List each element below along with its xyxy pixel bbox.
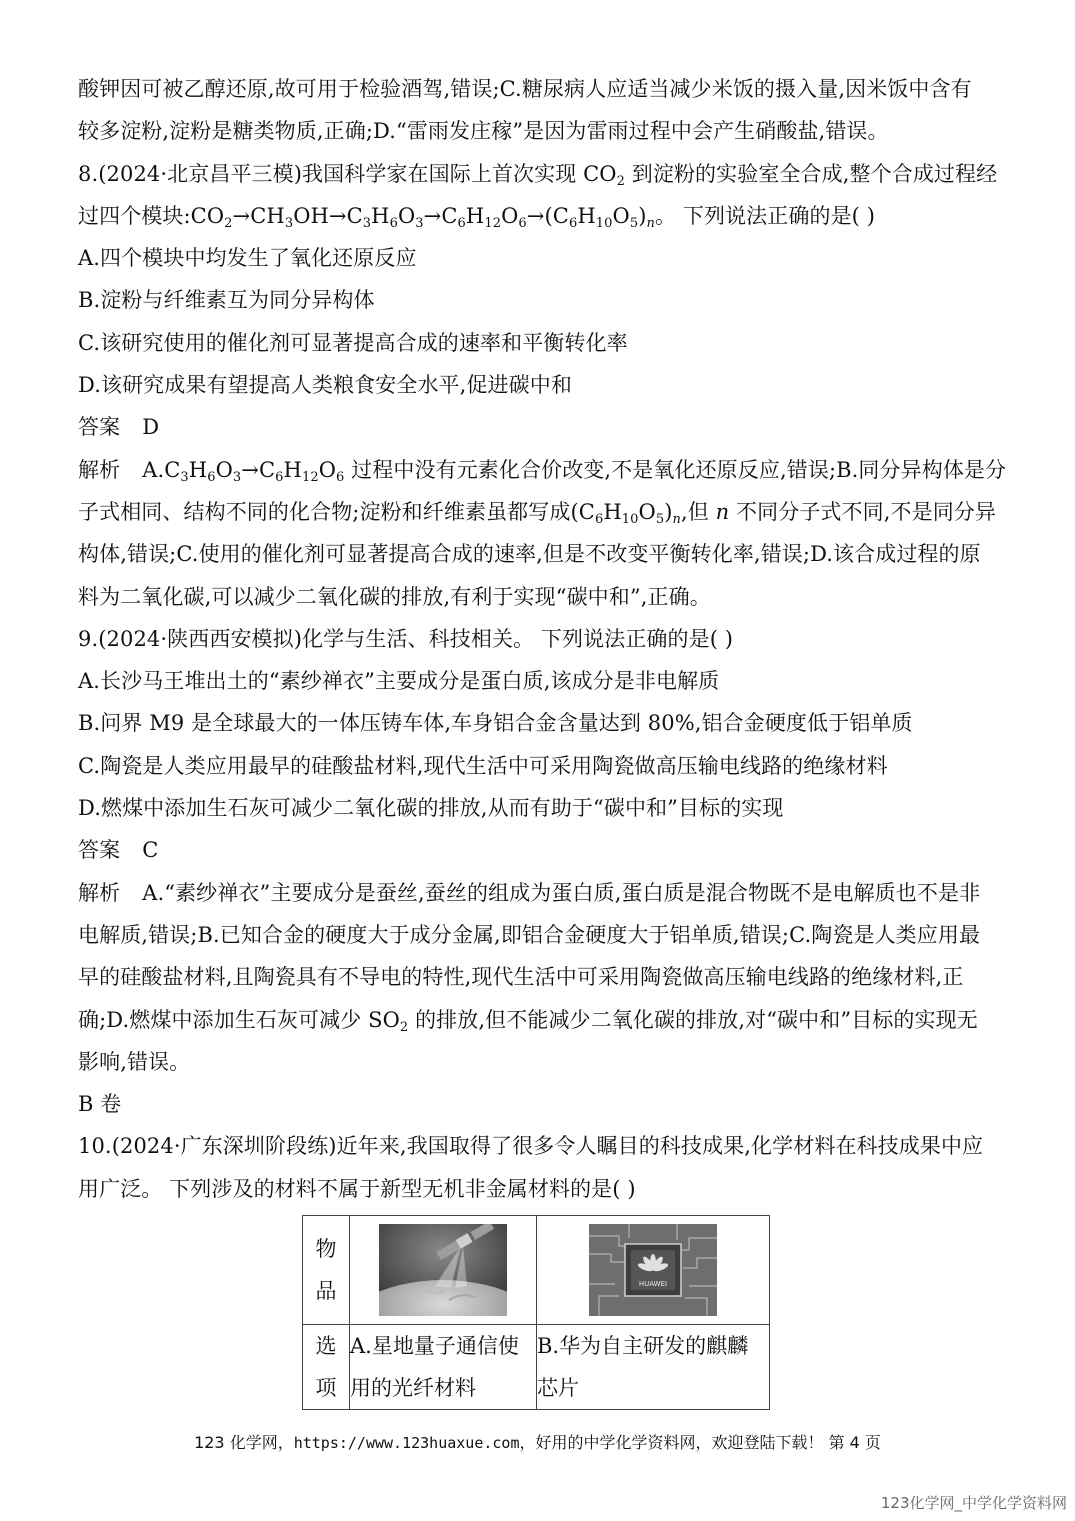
q8-option-a: A.四个模块中均发生了氧化还原反应 bbox=[78, 246, 417, 271]
q10-option-a: A.星地量子通信使 用的光纤材料 bbox=[350, 1325, 537, 1410]
option-b-image-cell bbox=[537, 1216, 770, 1325]
q10-stem-line-1: 10.(2024·广东深圳阶段练)近年来,我国取得了很多令人瞩目的科技成果,化学材料在科技成果中应 bbox=[78, 1134, 984, 1159]
q8-option-d: D.该研究成果有望提高人类粮食安全水平,促进碳中和 bbox=[78, 373, 572, 398]
q8-option-b: B.淀粉与纤维素互为同分异构体 bbox=[78, 288, 375, 313]
chip-image bbox=[589, 1224, 717, 1316]
q9-analysis-line-1: 解析 A.“素纱禅衣”主要成分是蚕丝,蚕丝的组成为蛋白质,蛋白质是混合物既不是电解质也不是非 bbox=[78, 880, 981, 905]
q8-option-c: C.该研究使用的催化剂可显著提高合成的速率和平衡转化率 bbox=[78, 330, 628, 355]
q8-analysis-line-1: 解析 $A.C_3H_6O_3\to C_6H_{12}O_6$ 过程中没有元素化合价改变,不是氧化还原反应,错误;B.同分异构体是分 bbox=[78, 457, 1007, 485]
q9-analysis-line-5: 影响,错误。 bbox=[78, 1049, 191, 1074]
row-label-item: 物 品 bbox=[303, 1216, 350, 1325]
q9-stem: 9.(2024·陕西西安模拟)化学与生活、科技相关。 下列说法正确的是( ) bbox=[78, 626, 734, 651]
site-url[interactable]: https://www.123huaxue.com bbox=[293, 1434, 520, 1452]
option-a-image-cell bbox=[350, 1216, 537, 1325]
q9-answer: 答案 C bbox=[78, 838, 159, 863]
prev-analysis-line-2: 较多淀粉,淀粉是糖类物质,正确;D.“雷雨发庄稼”是因为雷雨过程中会产生硝酸盐,错误。 bbox=[78, 119, 889, 144]
q8-stem-line-2: 过四个模块$:CO_2\to CH_3OH\to C_3H_6O_3\to C_6H_{12}O_6\to(C_6H_{10}O_5)_n$。 下列说法正确的是( ) bbox=[78, 203, 876, 231]
chip-brand-text: HUAWEI bbox=[638, 1280, 668, 1288]
q8-analysis-line-4: 料为二氧化碳,可以减少二氧化碳的排放,有利于实现“碳中和”,正确。 bbox=[78, 584, 711, 609]
q10-option-b: B.华为自主研发的麒麟 芯片 bbox=[537, 1325, 770, 1410]
table-row bbox=[303, 1325, 770, 1410]
section-b-heading: B 卷 bbox=[78, 1092, 122, 1117]
q8-analysis-line-3: 构体,错误;C.使用的催化剂可显著提高合成的速率,但是不改变平衡转化率,错误;D.该合成过程的原 bbox=[78, 542, 981, 567]
q9-option-c: C.陶瓷是人类应用最早的硅酸盐材料,现代生活中可采用陶瓷做高压输电线路的绝缘材料 bbox=[78, 753, 888, 778]
satellite-earth-image bbox=[379, 1224, 507, 1316]
q9-option-a: A.长沙马王堆出土的“素纱禅衣”主要成分是蛋白质,该成分是非电解质 bbox=[78, 669, 720, 694]
q9-analysis-line-2: 电解质,错误;B.已知合金的硬度大于成分金属,即铝合金硬度大于铝单质,错误;C.陶瓷是人类应用最 bbox=[78, 922, 981, 947]
q9-analysis-line-4: 确;D.燃煤中添加生石灰可减少 $SO_2$ 的排放,但不能减少二氧化碳的排放,对“碳中和”目标的实现无 bbox=[78, 1007, 978, 1035]
q10-options-table bbox=[302, 1215, 770, 1410]
watermark: 123化学网_中学化学资料网 bbox=[880, 1494, 1067, 1512]
q8-answer: 答案 D bbox=[78, 415, 160, 440]
q8-stem-line-1: 8.(2024·北京昌平三模)我国科学家在国际上首次实现 $CO_2$ 到淀粉的实验室全合成,整个合成过程经 bbox=[78, 161, 998, 189]
q9-option-d: D.燃煤中添加生石灰可减少二氧化碳的排放,从而有助于“碳中和”目标的实现 bbox=[78, 796, 784, 821]
q9-option-b: B.问界 M9 是全球最大的一体压铸车体,车身铝合金含量达到 80%,铝合金硬度低于铝单质 bbox=[78, 711, 913, 736]
prev-analysis-line-1: 酸钾因可被乙醇还原,故可用于检验酒驾,错误;C.糖尿病人应适当减少米饭的摄入量,因米饭中含有 bbox=[78, 77, 972, 101]
page-footer: 123 化学网，https://www.123huaxue.com，好用的中学化学资料网，欢迎登陆下载！ 第 4 页 bbox=[194, 1433, 881, 1452]
q9-analysis-line-3: 早的硅酸盐材料,且陶瓷具有不导电的特性,现代生活中可采用陶瓷做高压输电线路的绝缘材料,正 bbox=[78, 965, 964, 990]
table-row bbox=[303, 1216, 770, 1325]
q8-analysis-line-2: 子式相同、结构不同的化合物;淀粉和纤维素虽都写成$(C_6H_{10}O_5)_n$,但 n 不同分子式不同,不是同分异 bbox=[78, 499, 996, 527]
page-content bbox=[78, 68, 1007, 1210]
q10-stem-line-2: 用广泛。 下列涉及的材料不属于新型无机非金属材料的是( ) bbox=[78, 1176, 636, 1201]
row-label-option: 选 项 bbox=[303, 1325, 350, 1410]
